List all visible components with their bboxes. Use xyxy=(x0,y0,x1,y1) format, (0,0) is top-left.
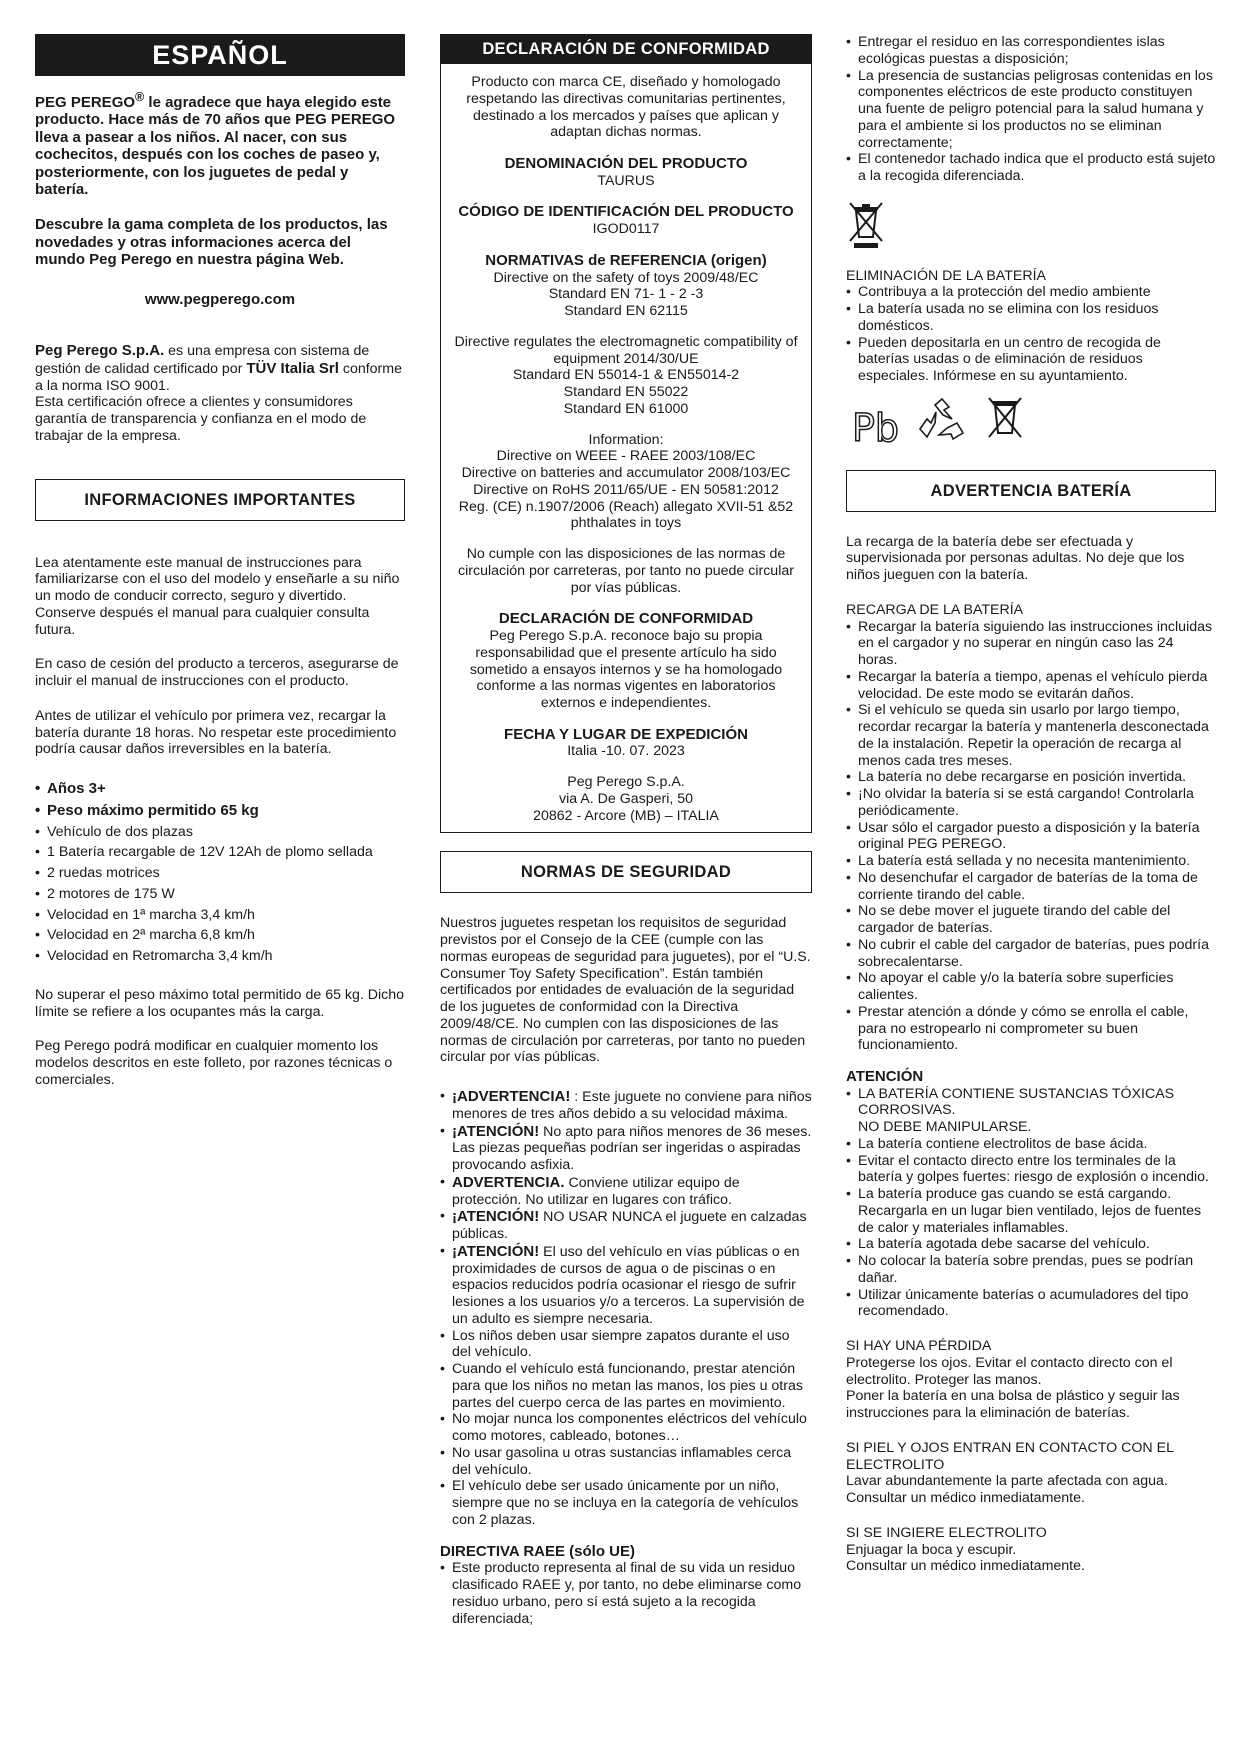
info-header: INFORMACIONES IMPORTANTES xyxy=(35,479,405,521)
raee-list xyxy=(440,1560,812,1627)
no-road-notice: No cumple con las disposiciones de las normas de circulación por carreteras, por tanto no puede circular por vías públicas. xyxy=(458,546,794,596)
ingestion-heading: SI SE INGIERE ELECTROLITO xyxy=(846,1524,1047,1541)
info-paragraph-5: Peg Perego podrá modificar en cualquier momento los modelos descritos en este folleto, por razones técnicas o comerciales. xyxy=(35,1038,393,1088)
declaration-intro: Producto con marca CE, diseñado y homologado respetando las directivas comunitarias pertinentes, destinado a los mercados y países que aplican y adaptan dichas normas. xyxy=(466,74,786,141)
column-right xyxy=(846,34,1216,1575)
address-line: 20862 - Arcore (MB) – ITALIA xyxy=(533,807,719,824)
spec-item: • Velocidad en 1ª marcha 3,4 km/h xyxy=(35,907,405,924)
safety-item: • ¡ATENCIÓN! NO USAR NUNCA el juguete en calzadas públicas. xyxy=(440,1208,812,1243)
company-cert: TÜV Italia Srl xyxy=(246,359,339,377)
declaration-2-text: Peg Perego S.p.A. reconoce bajo su propia responsabilidad que el presente artículo ha sido sometido a ensayos internos y se ha homologado conforme a las normas vigentes en laboratorios externos e independientes. xyxy=(469,628,783,711)
address-line: via A. De Gasperi, 50 xyxy=(558,790,694,807)
specs-list xyxy=(35,780,405,965)
intro-text: le agradece que haya elegido este producto. Hace más de 70 años que PEG PEREGO lleva a pasear a los niños. Al nacer, con sus cochecitos, después con los coches de paseo y, posteriormente, con los juguetes de pedal y batería. xyxy=(35,94,396,198)
registered-mark: ® xyxy=(135,90,145,104)
battery-disposal-item: • Pueden depositarla en un centro de recogida de baterías usadas o de eliminación de residuos especiales. Infórmese en su ayuntamiento. xyxy=(846,335,1216,385)
recycle-icon xyxy=(917,397,967,448)
normative-line: Directive on batteries and accumulator 2008/103/EC xyxy=(461,465,791,482)
spec-age: • Años 3+ xyxy=(35,780,405,798)
leak-text: Protegerse los ojos. Evitar el contacto directo con el electrolito. Proteger las manos. xyxy=(846,1354,1173,1388)
recharge-item: • La batería está sellada y no necesita mantenimiento. xyxy=(846,853,1216,870)
safety-item: • Los niños deben usar siempre zapatos durante el uso del vehículo. xyxy=(440,1328,812,1362)
normative-line: Directive on WEEE - RAEE 2003/108/EC xyxy=(496,448,756,465)
raee-item: • El contenedor tachado indica que el producto está sujeto a la recogida diferenciada. xyxy=(846,151,1216,185)
column-left xyxy=(35,34,405,1089)
normative-line: Reg. (CE) n.1907/2006 (Reach) allegato XVII-51 &52 phthalates in toys xyxy=(458,498,794,532)
normative-line: Standard EN 55014-1 & EN55014-2 xyxy=(512,367,740,384)
spec-item: • 2 motores de 175 W xyxy=(35,886,405,903)
denomination-value: TAURUS xyxy=(597,172,655,189)
attention-item: • La batería contiene electrolitos de base ácida. xyxy=(846,1136,1216,1153)
info-paragraph-2: En caso de cesión del producto a terceros, asegurarse de incluir el manual de instrucciones con el producto. xyxy=(35,656,399,690)
ingestion-text: Consultar un médico inmediatamente. xyxy=(846,1558,1085,1575)
attention-heading: ATENCIÓN xyxy=(846,1068,924,1085)
page-title: ESPAÑOL xyxy=(35,34,405,76)
spec-max-weight: • Peso máximo permitido 65 kg xyxy=(35,802,405,820)
intro-paragraph xyxy=(35,90,405,198)
recharge-list xyxy=(846,619,1216,1055)
raee-item: • Entregar el residuo en las correspondientes islas ecológicas puestas a disposición; xyxy=(846,34,1216,68)
recharge-item: • Recargar la batería a tiempo, apenas el vehículo pierda velocidad. De este modo se evitarán daños. xyxy=(846,669,1216,703)
raee-item: • La presencia de sustancias peligrosas contenidas en los componentes eléctricos de este producto constituyen una fuente de peligro potencial para la salud humana y para el ambiente si los productos no se eliminan correctamente; xyxy=(846,68,1216,152)
spec-item: • Vehículo de dos plazas xyxy=(35,824,405,841)
safety-item: • El vehículo debe ser usado únicamente por un niño, siempre que no se incluya en la categoría de vehículos con 2 plazas. xyxy=(440,1478,812,1528)
raee-list-cont xyxy=(846,34,1216,185)
leak-text: Poner la batería en una bolsa de plástico y seguir las instrucciones para la eliminación de baterías. xyxy=(846,1388,1180,1422)
company-paragraph xyxy=(35,342,405,394)
safety-header: NORMAS DE SEGURIDAD xyxy=(440,851,812,893)
info-paragraph-3: Antes de utilizar el vehículo por primera vez, recargar la batería durante 18 horas. No respetar este procedimiento podría causar daños irreversibles en la batería. xyxy=(35,707,397,758)
safety-paragraph: Nuestros juguetes respetan los requisitos de seguridad previstos por el Consejo de la CEE (cumple con las normas europeas de seguridad para juguetes), por el “U.S. Consumer Toy Safety Specification”. Están también certificados por entidades de evaluación de la seguridad de los juguetes de conformidad con la Directiva 2009/48/CE. No cumplen con las disposiciones de las normas de circulación por carreteras, por tanto no pueden circular por vías públicas. xyxy=(440,915,811,1066)
battery-disposal-heading: ELIMINACIÓN DE LA BATERÍA xyxy=(846,267,1046,284)
attention-item: • Utilizar únicamente baterías o acumuladores del tipo recomendado. xyxy=(846,1287,1216,1321)
declaration-2-heading: DECLARACIÓN DE CONFORMIDAD xyxy=(498,610,754,628)
info-paragraph-4: No superar el peso máximo total permitido de 65 kg. Dicho límite se refiere a los ocupantes más la carga. xyxy=(35,986,405,1020)
product-code-heading: CÓDIGO DE IDENTIFICACIÓN DEL PRODUCTO xyxy=(458,203,794,221)
issue-date-heading: FECHA Y LUGAR DE EXPEDICIÓN xyxy=(504,725,748,743)
normative-line: Directive on RoHS 2011/65/UE - EN 50581:2012 xyxy=(473,481,779,498)
safety-item: • No mojar nunca los componentes eléctricos del vehículo como motores, cableado, botones… xyxy=(440,1411,812,1445)
company-name: Peg Perego S.p.A. xyxy=(35,342,165,360)
battery-disposal-list xyxy=(846,284,1216,385)
company-text-2: conforme a la norma ISO 9001. xyxy=(35,360,402,394)
attention-item: • LA BATERÍA CONTIENE SUSTANCIAS TÓXICAS CORROSIVAS. NO DEBE MANIPULARSE. xyxy=(846,1086,1216,1136)
disposal-icons xyxy=(846,395,1216,448)
battery-warning-header: ADVERTENCIA BATERÍA xyxy=(846,470,1216,512)
skin-contact-heading: SI PIEL Y OJOS ENTRAN EN CONTACTO CON EL ELECTROLITO xyxy=(846,1439,1174,1473)
skin-contact-text: Lavar abundantemente la parte afectada con agua. xyxy=(846,1473,1168,1490)
ingestion-text: Enjuagar la boca y escupir. xyxy=(846,1541,1017,1558)
issue-date-value: Italia -10. 07. 2023 xyxy=(567,743,685,760)
recharge-item: • ¡No olvidar la batería si se está cargando! Controlarla periódicamente. xyxy=(846,786,1216,820)
company-paragraph-2: Esta certificación ofrece a clientes y consumidores garantía de transparencia y confianza en el modo de trabajar de la empresa. xyxy=(35,394,367,444)
discover-paragraph: Descubre la gama completa de los productos, las novedades y otras informaciones acerca del mundo Peg Perego en nuestra página Web. xyxy=(35,216,388,269)
intro-brand: PEG PEREGO xyxy=(35,94,136,111)
recharge-item: • Recargar la batería siguiendo las instrucciones incluidas en el cargador y no superar en ningún caso las 24 horas. xyxy=(846,619,1216,669)
recharge-item: • Usar sólo el cargador puesto a disposición y la batería original PEG PEREGO. xyxy=(846,820,1216,854)
safety-item: • ¡ATENCIÓN! No apto para niños menores de 36 meses. Las piezas pequeñas podrían ser ingeridas o aspiradas provocando asfixia. xyxy=(440,1123,812,1174)
address-line: Peg Perego S.p.A. xyxy=(567,774,685,791)
spec-item: • Velocidad en 2ª marcha 6,8 km/h xyxy=(35,927,405,944)
safety-item: • No usar gasolina u otras sustancias inflamables cerca del vehículo. xyxy=(440,1445,812,1479)
normative-line: Standard EN 62115 xyxy=(564,303,688,320)
attention-list xyxy=(846,1086,1216,1321)
info-paragraph-1: Lea atentamente este manual de instrucciones para familiarizarse con el uso del modelo y enseñarle a su niño un modo de conducir correcto, seguro y divertido. Conserve después el manual para cualquier consulta futura. xyxy=(35,554,400,638)
normative-line: Directive regulates the electromagnetic compatibility of equipment 2014/30/UE xyxy=(454,333,798,367)
recharge-heading: RECARGA DE LA BATERÍA xyxy=(846,601,1024,618)
company-text-1: es una empresa con sistema de gestión de calidad certificado por xyxy=(35,343,370,377)
column-middle xyxy=(440,34,812,1627)
normative-line: Standard EN 71- 1 - 2 -3 xyxy=(548,286,704,303)
safety-item: • ¡ADVERTENCIA! : Este juguete no conviene para niños menores de tres años debido a su velocidad máxima. xyxy=(440,1088,812,1123)
denomination-heading: DENOMINACIÓN DEL PRODUCTO xyxy=(504,155,748,172)
safety-list xyxy=(440,1088,812,1529)
safety-item: • ADVERTENCIA. Conviene utilizar equipo de protección. No utilizar en lugares con tráfico. xyxy=(440,1174,812,1209)
normative-line: Standard EN 55022 xyxy=(563,384,689,401)
attention-item: • Evitar el contacto directo entre los terminales de la batería y golpes fuertes: riesgo de explosión o incendio. xyxy=(846,1153,1216,1187)
crossed-bin-battery-icon xyxy=(985,395,1025,448)
safety-item: • ¡ATENCIÓN! El uso del vehículo en vías públicas o en proximidades de cursos de agua o de piscinas o en espacios reducidos podría ocasionar el riesgo de sufrir lesiones a los usuarios y/o a terceros. La supervisión de un adulto es siempre necesaria. xyxy=(440,1243,812,1328)
recharge-item: • No cubrir el cable del cargador de baterías, pues podría sobrecalentarse. xyxy=(846,937,1216,971)
spec-item: • 1 Batería recargable de 12V 12Ah de plomo sellada xyxy=(35,844,405,861)
crossed-bin-icon xyxy=(846,199,1216,254)
product-code-value: IGOD0117 xyxy=(592,221,660,238)
declaration-header: DECLARACIÓN DE CONFORMIDAD xyxy=(440,34,812,64)
recharge-item: • La batería no debe recargarse en posición invertida. xyxy=(846,769,1216,786)
recharge-item: • No apoyar el cable y/o la batería sobre superficies calientes. xyxy=(846,970,1216,1004)
recharge-item: • No desenchufar el cargador de baterías de la toma de corriente tirando del cable. xyxy=(846,870,1216,904)
recharge-item: • Prestar atención a dónde y cómo se enrolla el cable, para no estropearlo ni comprometer su buen funcionamiento. xyxy=(846,1004,1216,1054)
skin-contact-text: Consultar un médico inmediatamente. xyxy=(846,1490,1085,1507)
declaration-box xyxy=(440,64,812,833)
lead-pb-icon: Pb xyxy=(852,405,900,450)
spec-item: • Velocidad en Retromarcha 3,4 km/h xyxy=(35,948,405,965)
attention-item: • No colocar la batería sobre prendas, pues se podrían dañar. xyxy=(846,1253,1216,1287)
normative-line: Directive on the safety of toys 2009/48/EC xyxy=(493,269,759,286)
normative-line: Information: xyxy=(588,431,664,448)
normative-line: Standard EN 61000 xyxy=(563,400,689,417)
leak-heading: SI HAY UNA PÉRDIDA xyxy=(846,1338,992,1355)
raee-item: • Este producto representa al final de su vida un residuo clasificado RAEE y, por tanto, no debe eliminarse como residuo urbano, pero sí está sujeto a la recogida diferenciada; xyxy=(440,1560,812,1627)
normatives-heading: NORMATIVAS de REFERENCIA (origen) xyxy=(485,251,767,269)
battery-warning-paragraph: La recarga de la batería debe ser efectuada y supervisionada por personas adultas. No deje que los niños jueguen con la batería. xyxy=(846,533,1185,583)
safety-item: • Cuando el vehículo está funcionando, prestar atención para que los niños no metan las manos, los pies u otras partes del cuerpo cerca de las partes en movimiento. xyxy=(440,1361,812,1411)
attention-item: • La batería agotada debe sacarse del vehículo. xyxy=(846,1236,1216,1253)
website-link[interactable]: www.pegperego.com xyxy=(144,290,296,308)
recharge-item: • No se debe mover el juguete tirando del cable del cargador de baterías. xyxy=(846,903,1216,937)
spec-item: • 2 ruedas motrices xyxy=(35,865,405,882)
attention-item: • La batería produce gas cuando se está cargando. Recargarla en un lugar bien ventilado, lejos de fuentes de calor y materiales inflamables. xyxy=(846,1186,1216,1236)
raee-heading: DIRECTIVA RAEE (sólo UE) xyxy=(440,1542,636,1560)
recharge-item: • Si el vehículo se queda sin usarlo por largo tiempo, recordar recargar la batería y mantenerla desconectada de la instalación. Repetir la operación de recarga al menos cada tres meses. xyxy=(846,702,1216,769)
battery-disposal-item: • La batería usada no se elimina con los residuos domésticos. xyxy=(846,301,1216,335)
battery-disposal-item: • Contribuya a la protección del medio ambiente xyxy=(846,284,1216,301)
